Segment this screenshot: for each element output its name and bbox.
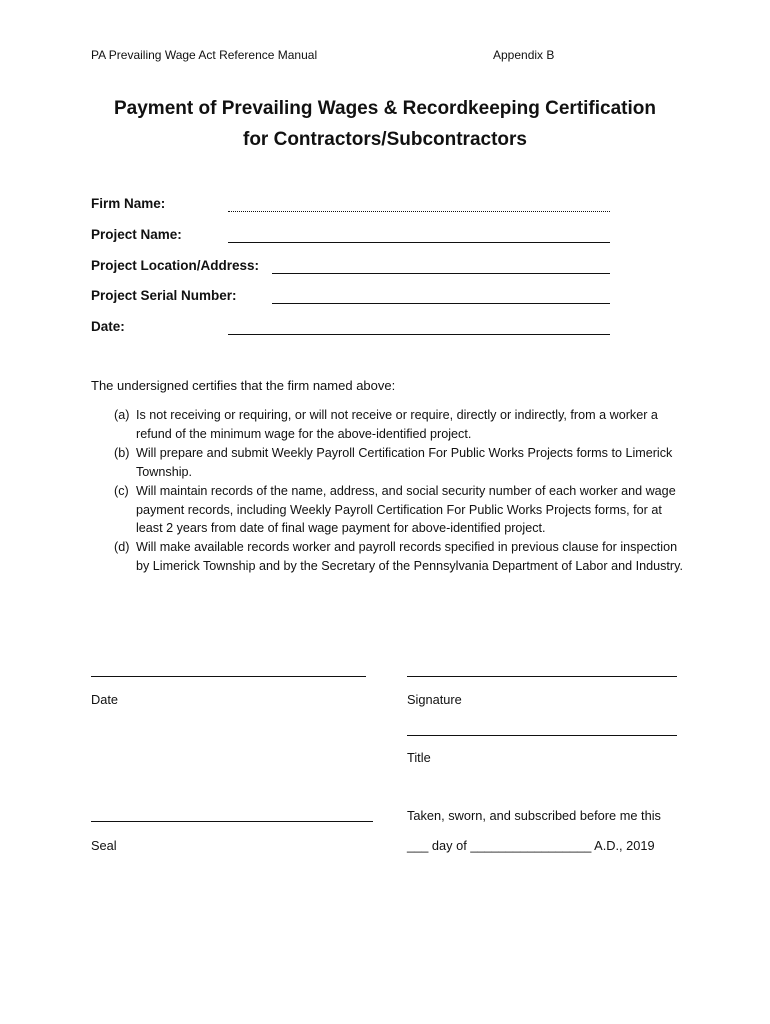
date-label: Date: <box>91 319 125 334</box>
sworn-text: Taken, sworn, and subscribed before me this <box>407 808 661 823</box>
project-serial-label: Project Serial Number: <box>91 288 237 303</box>
clause-text: Is not receiving or requiring, or will not receive or require, directly or indirectly, from a worker a refund of the minimum wage for the above-identified project. <box>136 408 658 441</box>
clause-mark: (b) <box>114 446 130 460</box>
title-line-2: for Contractors/Subcontractors <box>243 129 527 150</box>
signature-line[interactable] <box>407 676 677 677</box>
firm-name-label: Firm Name: <box>91 196 166 211</box>
header-appendix: Appendix B <box>493 48 555 62</box>
seal-label: Seal <box>91 838 117 853</box>
date-signature-line[interactable] <box>91 676 366 677</box>
clause-text: Will make available records worker and payroll records specified in previous clause for inspection by Limerick Township and by the Secretary of the Pennsylvania Department of Labor and Industry. <box>136 540 683 573</box>
clause-text: Will prepare and submit Weekly Payroll Certification For Public Works Projects forms to Limerick Township. <box>136 446 673 479</box>
clause-c <box>114 482 684 538</box>
clause-text: Will maintain records of the name, address, and social security number of each worker and wage payment records, including Weekly Payroll Certification For Public Works Projects forms, for at least 2 years from date of final wage payment for above-identified project. <box>136 484 676 536</box>
document-title <box>0 93 770 155</box>
project-serial-field[interactable] <box>272 303 610 304</box>
title-line-1: Payment of Prevailing Wages & Recordkeeping Certification <box>114 98 656 119</box>
clause-mark: (c) <box>114 484 129 498</box>
clause-mark: (d) <box>114 540 130 554</box>
certification-intro: The undersigned certifies that the firm named above: <box>91 378 396 393</box>
project-name-label: Project Name: <box>91 227 182 242</box>
title-line[interactable] <box>407 735 677 736</box>
project-name-field[interactable] <box>228 242 610 243</box>
day-of-text: ___ day of _________________ A.D., 2019 <box>407 838 655 853</box>
clause-mark: (a) <box>114 408 130 422</box>
firm-name-field[interactable] <box>228 211 610 212</box>
title-label: Title <box>407 750 431 765</box>
project-location-label: Project Location/Address: <box>91 258 260 273</box>
seal-line[interactable] <box>91 821 373 822</box>
clause-a <box>114 406 684 443</box>
project-location-field[interactable] <box>272 273 610 274</box>
clause-b <box>114 444 684 481</box>
clause-d <box>114 538 684 575</box>
signature-date-label: Date <box>91 692 119 707</box>
date-field[interactable] <box>228 334 610 335</box>
header-manual-title: PA Prevailing Wage Act Reference Manual <box>91 48 318 62</box>
signature-label: Signature <box>407 692 462 707</box>
